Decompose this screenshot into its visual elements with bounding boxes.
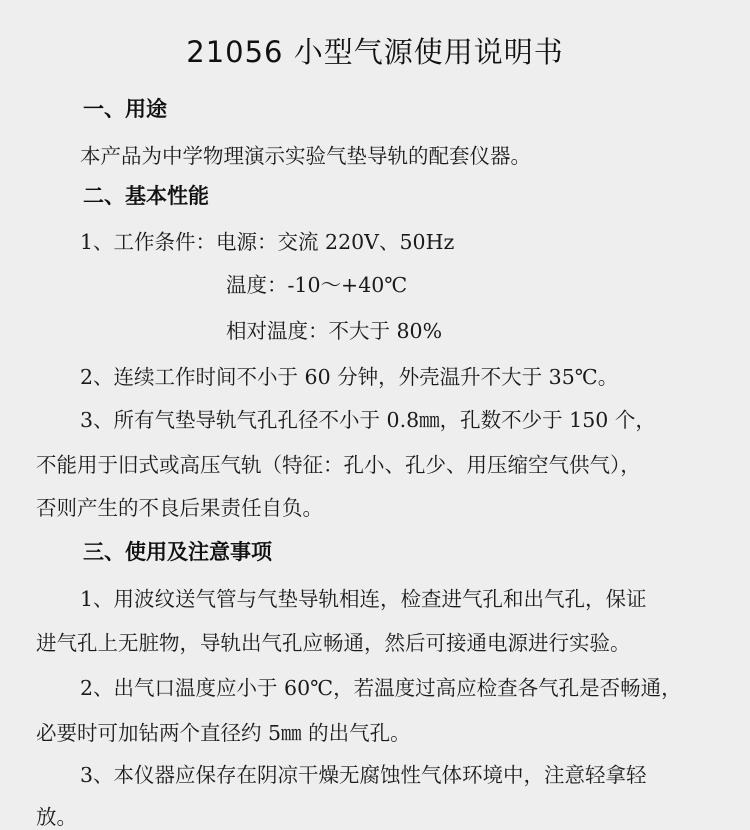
notes-item-2-cont: 必要时可加钻两个直径约 5㎜ 的出气孔。 [36, 721, 411, 745]
section-heading-notes: 三、使用及注意事项 [83, 540, 272, 564]
section-heading-usage: 一、用途 [83, 97, 167, 121]
performance-item-3-cont: 不能用于旧式或高压气轨（特征：孔小、孔少、用压缩空气供气）， [36, 453, 641, 477]
page-title: 21056 小型气源使用说明书 [186, 35, 564, 69]
notes-item-3-end: 放。 [36, 805, 77, 829]
notes-item-1-cont: 进气孔上无脏物，导轨出气孔应畅通，然后可接通电源进行实验。 [36, 631, 631, 655]
performance-item-3: 3、所有气垫导轨气孔孔径不小于 0.8㎜，孔数不少于 150 个， [80, 408, 656, 432]
notes-item-1: 1、用波纹送气管与气垫导轨相连，检查进气孔和出气孔，保证 [80, 587, 647, 611]
section-heading-performance: 二、基本性能 [83, 184, 209, 208]
performance-item-1-humidity: 相对温度：不大于 80% [226, 319, 443, 343]
notes-item-3: 3、本仪器应保存在阴凉干燥无腐蚀性气体环境中，注意轻拿轻 [80, 763, 647, 787]
usage-text: 本产品为中学物理演示实验气垫导轨的配套仪器。 [80, 144, 531, 168]
performance-item-1: 1、工作条件：电源：交流 220V、50Hz [80, 230, 455, 254]
performance-item-1-temp: 温度：-10～+40℃ [226, 273, 408, 297]
performance-item-2: 2、连续工作时间不小于 60 分钟，外壳温升不大于 35℃。 [80, 365, 619, 389]
performance-item-3-end: 否则产生的不良后果责任自负。 [36, 496, 323, 520]
notes-item-2: 2、出气口温度应小于 60℃，若温度过高应检查各气孔是否畅通， [80, 676, 682, 700]
